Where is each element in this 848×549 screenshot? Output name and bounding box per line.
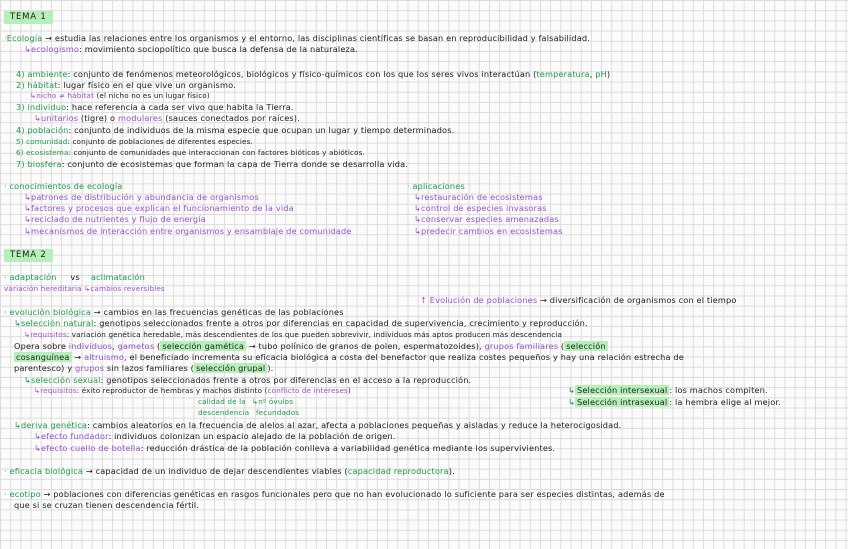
- conocimientos-item: ↳patrones de distribución y abundancia de organismos: [24, 192, 259, 202]
- conocimientos-item: ↳reciclado de nutrientes y flujo de energía: [24, 214, 206, 224]
- aplicaciones-title: · aplicaciones: [407, 181, 465, 191]
- ecotipo-definition: · ecotipo → poblaciones con diferencias genéticas en rasgos funcionales pero que no han evolucionado lo suficiente para ser especies distintas, además de: [4, 489, 665, 499]
- tema-2-tag: TEMA 2: [4, 249, 53, 262]
- aplicaciones-item: ↳conservar especies amenazadas: [414, 214, 559, 224]
- ecologia-definition: ·Ecología → estudia las relaciones entre los organismos y el entorno, las disciplinas científicas se basan en reproducibilidad y falsabilidad.: [4, 33, 590, 43]
- seleccion-intrasexual: ↳ Selección intrasexual : la hembra elige al mejor.: [568, 397, 781, 407]
- poblacion-definition: 4) población: conjunto de individuos de la misma especie que ocupan un lugar y tiempo determinados.: [16, 125, 455, 135]
- conocimientos-item: ↳mecanismos de interacción entre organismos y ensamblaje de comunidade: [24, 226, 352, 236]
- requisitos-seleccion-natural: ↳requisitos: variación genética heredable, más descendientes de los que pueden sobrevivir, individuos más aptos producen más descendencia: [24, 330, 563, 339]
- branch-arrow-icon: ↳: [34, 113, 42, 123]
- calidad-descendencia-note-2: descendencia: [198, 408, 250, 417]
- ecologismo-definition: ↳ecologismo: movimiento sociopolítico que busca la defensa de la naturaleza.: [24, 44, 358, 54]
- opera-sobre-line: Opera sobre individuos, gametos ( selección gamética → tubo polínico de granos de polen, espermatozoides), grupos familiares ( selección: [14, 341, 606, 351]
- evolucion-poblaciones-note: ↑ Evolución de poblaciones → diversificación de organismos con el tiempo: [420, 295, 737, 305]
- conocimientos-title: · conocimientos de ecología: [4, 181, 123, 191]
- ecologia-term: ·Ecología: [4, 33, 43, 43]
- ecotipo-definition-cont: que si se cruzan tienen descendencia fértil.: [14, 500, 200, 510]
- aplicaciones-item: ↳predecir cambios en ecosistemas: [414, 226, 563, 236]
- adaptacion-subnotes: variación hereditaria ↳cambios reversibles: [4, 284, 165, 293]
- seleccion-sexual-definition: ↳selección sexual: genotipos seleccionados frente a otros por diferencias en el acceso a la reproducción.: [24, 375, 472, 385]
- ovulos-fecundados-note-2: fecundados: [256, 408, 300, 417]
- ecosistema-definition: 6) ecosistema: conjunto de comunidades que interaccionan con factores bióticos y abióticos.: [16, 148, 365, 157]
- ambiente-definition: 4) ambiente: conjunto de fenómenos meteorológicos, biológicos y físico-químicos con los que los seres vivos interactúan (temperatura, pH): [16, 69, 611, 79]
- efecto-fundador-definition: ↳efecto fundador: individuos colonizan un espacio alejado de la población de origen.: [34, 431, 396, 441]
- individuo-definition: 3) individuo: hace referencia a cada ser vivo que habita la Tierra.: [16, 102, 294, 112]
- adaptacion-vs-aclimatacion: · adaptación vs aclimatación: [4, 272, 145, 282]
- conocimientos-item: ↳factores y procesos que explican el funcionamiento de la vida: [24, 203, 294, 213]
- comunidad-definition: 5) comunidad: conjunto de poblaciones de diferentes especies.: [16, 137, 253, 146]
- eficacia-biologica-definition: · eficacia biológica → capacidad de un individuo de dejar descendientes viables (capacidad reproductora).: [4, 466, 455, 476]
- deriva-genetica-definition: ↳deriva genética: cambios aleatorios en la frecuencia de alelos al azar, afecta a poblaciones pequeñas y aisladas y reduce la heterocigosidad.: [14, 420, 622, 430]
- seleccion-natural-definition: ↳selección natural: genotipos seleccionados frente a otros por diferencias en capacidad de supervivencia, crecimiento y reproducción.: [14, 318, 588, 328]
- altruismo-line: cosanguínea → altruismo, el beneficiado incrementa su eficacia biológica a costa del benefactor que realiza costes pequeños y hay una relación estrecha de: [16, 352, 684, 362]
- branch-arrow-icon: ↳: [30, 91, 37, 100]
- tema-1-tag: TEMA 1: [4, 11, 53, 24]
- efecto-cuello-botella-definition: ↳efecto cuello de botella: reducción drástica de la población conlleva a variabilidad genética mediante los supervivientes.: [34, 443, 556, 453]
- parentesco-line: parentesco) y grupos sin lazos familiares ( selección grupal ).: [14, 363, 274, 373]
- aplicaciones-item: ↳control de especies invasoras: [414, 203, 547, 213]
- habitat-definition: 2) hábitat: lugar físico en el que vive un organismo.: [16, 80, 236, 90]
- ovulos-fecundados-note: ↳nº óvulos: [252, 397, 294, 406]
- calidad-descendencia-note: calidad de la: [198, 397, 246, 406]
- branch-arrow-icon: ↳: [24, 44, 32, 54]
- seleccion-intersexual: ↳ Selección intersexual : los machos compiten.: [568, 385, 768, 395]
- evolucion-biologica-definition: · evolución biológica → cambios en las frecuencias genéticas de las poblaciones: [4, 307, 344, 317]
- biosfera-definition: 7) biosfera: conjunto de ecosistemas que forman la capa de Tierra donde se desarrolla vida.: [16, 159, 408, 169]
- nicho-note: ↳nicho ≠ hábitat (el nicho no es un lugar físico): [30, 91, 210, 100]
- requisitos-seleccion-sexual: ↳requisitos: éxito reproductor de hembras y machos distinto (conflicto de intereses): [34, 386, 351, 395]
- individuo-types: ↳unitarios (tigre) o modulares (sauces conectados por raíces).: [34, 113, 300, 123]
- aplicaciones-item: ↳restauración de ecosistemas: [414, 192, 543, 202]
